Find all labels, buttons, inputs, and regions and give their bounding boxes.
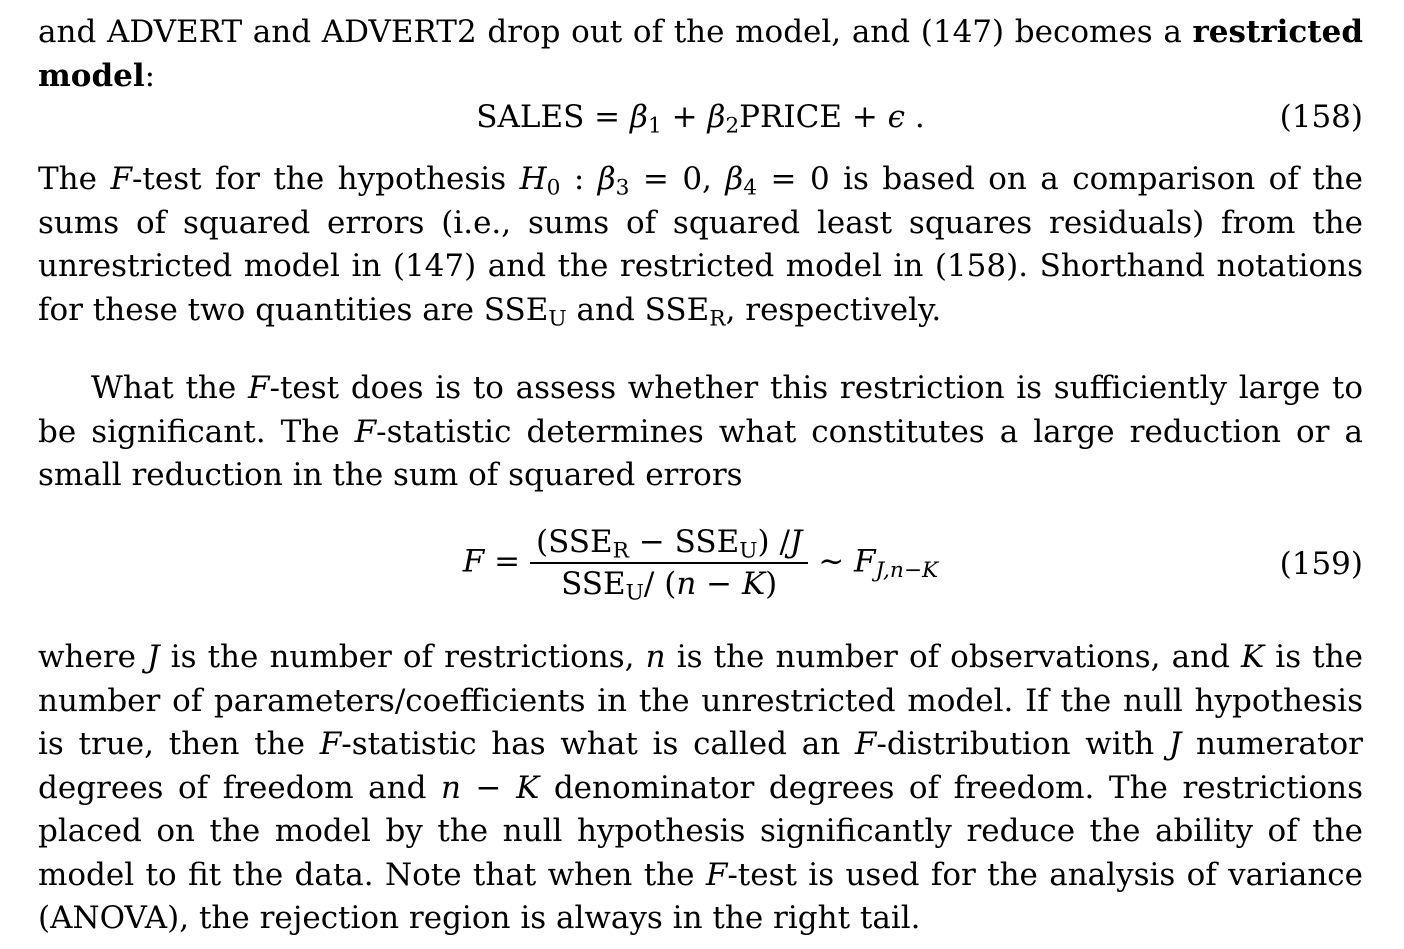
text: and ADVERT and ADVERT2 drop out of the model, and (147) becomes a [38,14,1193,50]
paragraph-f-test-hypothesis: The F-test for the hypothesis $H_0$ : $\beta_3 = 0$, $\beta_4 = 0$ is based on a comparison of the sums of squared errors (i.e., sums of squared least squares residuals) from the unrestricted model in (147) and the restricted model in (158). Shorthand notations for these two quantities are $SSE_U$ and $SSE_R$, respectively. [38,161,1364,331]
fraction [530,522,808,604]
equation-number: (159) [1279,546,1363,582]
fraction-numerator: $(SSE_R - SSE_U)$ /J [530,522,808,564]
equation-158-body: SALES = $\beta_1$ + $\beta_2PRICE + \epsilon$ . [476,99,925,139]
text: : [144,57,156,94]
paragraph-f-distribution: where J is the number of restrictions, n is the number of observations, and K is the number of parameters/coefficients in the unrestricted model. If the null hypothesis is true, then the F-statistic has what is called an F-distribution with J numerator degrees of freedom and n − K denominator degrees of freedom. The restrictions placed on the model by the null hypothesis significantly reduce the ability of the model to fit the data. Note that when the F-test is used for the analysis of variance (ANOVA), the rejection region is always in the right tail. [38,639,1364,936]
paragraph-f-test-purpose: What the F-test does is to assess whether this restriction is sufficiently large to be significant. The F-statistic determines what constitutes a large reduction or a small reduction in the sum of squared errors [38,370,1363,493]
paragraph-restricted-model-intro [38,11,1363,98]
bold-term: restricted model [38,14,1363,94]
equation-159-body: F = $\frac{(SSE_R - SSE_U) /J}{SSE_U/ (n - K)}$ ∼ $F_{J,n-K}$ [462,524,939,606]
fraction-denominator: $SSE_U/$ (n − K) [561,566,778,606]
equation-158 [38,99,1363,143]
equation-159 [38,522,1363,614]
equation-number: (158) [1279,99,1363,135]
